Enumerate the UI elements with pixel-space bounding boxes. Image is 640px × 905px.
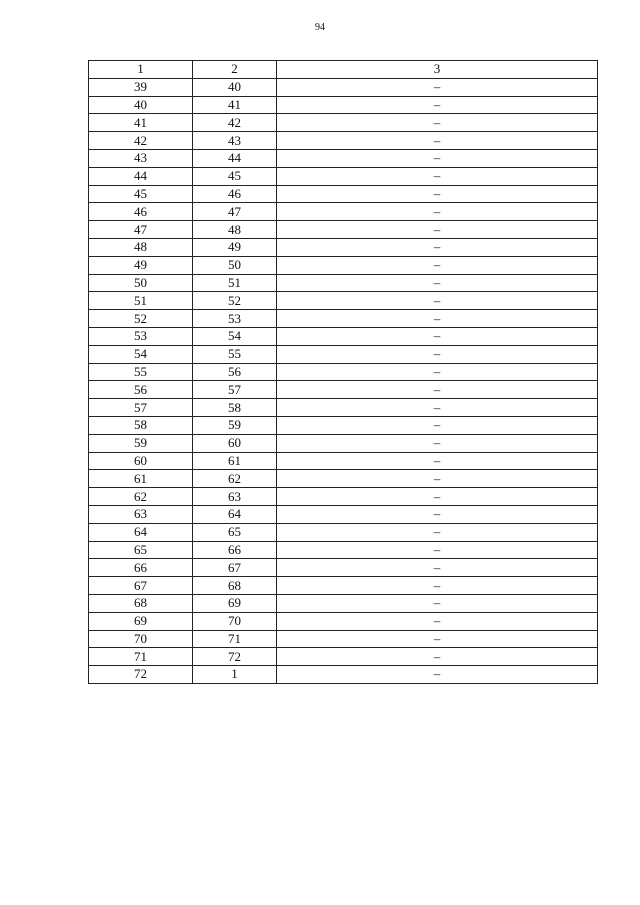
table-cell: 67 bbox=[89, 577, 193, 595]
table-cell: 40 bbox=[193, 78, 277, 96]
table-cell: – bbox=[277, 630, 598, 648]
table-cell: 48 bbox=[193, 221, 277, 239]
table-cell: 53 bbox=[193, 310, 277, 328]
table-row bbox=[89, 256, 598, 274]
table-cell: 56 bbox=[89, 381, 193, 399]
table-cell: 52 bbox=[89, 310, 193, 328]
table-row bbox=[89, 666, 598, 684]
table-row bbox=[89, 577, 598, 595]
table-cell: – bbox=[277, 559, 598, 577]
table-cell: 66 bbox=[89, 559, 193, 577]
table-cell: – bbox=[277, 505, 598, 523]
table-cell: 40 bbox=[89, 96, 193, 114]
table-cell: – bbox=[277, 256, 598, 274]
page-number: 94 bbox=[315, 22, 325, 33]
table-cell: 66 bbox=[193, 541, 277, 559]
table-cell: 55 bbox=[89, 363, 193, 381]
table-cell: 44 bbox=[193, 149, 277, 167]
table-cell: 46 bbox=[193, 185, 277, 203]
table-cell: 62 bbox=[89, 488, 193, 506]
column-header-2: 2 bbox=[193, 61, 277, 79]
table-cell: – bbox=[277, 221, 598, 239]
table-cell: 72 bbox=[89, 666, 193, 684]
table-cell: 57 bbox=[193, 381, 277, 399]
table-cell: – bbox=[277, 310, 598, 328]
table-cell: – bbox=[277, 203, 598, 221]
table-cell: 60 bbox=[89, 452, 193, 470]
table-cell: 68 bbox=[193, 577, 277, 595]
table-cell: 47 bbox=[193, 203, 277, 221]
table-cell: – bbox=[277, 577, 598, 595]
table-cell: – bbox=[277, 470, 598, 488]
table-cell: – bbox=[277, 96, 598, 114]
table-row bbox=[89, 238, 598, 256]
table-cell: – bbox=[277, 327, 598, 345]
table-cell: 68 bbox=[89, 594, 193, 612]
table-cell: 59 bbox=[193, 416, 277, 434]
table-row bbox=[89, 327, 598, 345]
table-cell: – bbox=[277, 78, 598, 96]
table-row bbox=[89, 114, 598, 132]
table-row bbox=[89, 274, 598, 292]
table-row bbox=[89, 381, 598, 399]
column-header-3: 3 bbox=[277, 61, 598, 79]
table-row bbox=[89, 185, 598, 203]
table-cell: 45 bbox=[89, 185, 193, 203]
table-cell: 52 bbox=[193, 292, 277, 310]
table-cell: – bbox=[277, 594, 598, 612]
table-row bbox=[89, 221, 598, 239]
table-cell: 61 bbox=[89, 470, 193, 488]
table-row bbox=[89, 470, 598, 488]
table-row bbox=[89, 399, 598, 417]
table-cell: – bbox=[277, 274, 598, 292]
table-row bbox=[89, 363, 598, 381]
table-cell: 62 bbox=[193, 470, 277, 488]
table-cell: 71 bbox=[89, 648, 193, 666]
table-cell: 55 bbox=[193, 345, 277, 363]
table-cell: 50 bbox=[89, 274, 193, 292]
table-cell: – bbox=[277, 114, 598, 132]
table-cell: 59 bbox=[89, 434, 193, 452]
table-cell: 58 bbox=[193, 399, 277, 417]
table-row bbox=[89, 630, 598, 648]
table-cell: 42 bbox=[89, 132, 193, 150]
table-cell: – bbox=[277, 434, 598, 452]
table-cell: – bbox=[277, 541, 598, 559]
table-row bbox=[89, 648, 598, 666]
table-cell: 1 bbox=[193, 666, 277, 684]
table-cell: 64 bbox=[193, 505, 277, 523]
table-row bbox=[89, 452, 598, 470]
table-cell: 65 bbox=[89, 541, 193, 559]
table-cell: 41 bbox=[89, 114, 193, 132]
table-cell: 57 bbox=[89, 399, 193, 417]
table-cell: 71 bbox=[193, 630, 277, 648]
table-row bbox=[89, 559, 598, 577]
table-row bbox=[89, 505, 598, 523]
table-cell: – bbox=[277, 381, 598, 399]
data-table bbox=[88, 60, 598, 684]
table-cell: 70 bbox=[193, 612, 277, 630]
table-body bbox=[89, 78, 598, 683]
column-header-1: 1 bbox=[89, 61, 193, 79]
table-cell: 70 bbox=[89, 630, 193, 648]
table-row bbox=[89, 345, 598, 363]
table-cell: 47 bbox=[89, 221, 193, 239]
table-cell: 39 bbox=[89, 78, 193, 96]
table-row bbox=[89, 96, 598, 114]
table-cell: 54 bbox=[89, 345, 193, 363]
table-cell: 43 bbox=[89, 149, 193, 167]
table-cell: 72 bbox=[193, 648, 277, 666]
table-cell: 41 bbox=[193, 96, 277, 114]
table-cell: – bbox=[277, 612, 598, 630]
table-row bbox=[89, 488, 598, 506]
table-row bbox=[89, 612, 598, 630]
table-cell: – bbox=[277, 345, 598, 363]
table-row bbox=[89, 310, 598, 328]
table-cell: – bbox=[277, 363, 598, 381]
table-cell: 63 bbox=[193, 488, 277, 506]
table-cell: 51 bbox=[89, 292, 193, 310]
table-cell: 69 bbox=[89, 612, 193, 630]
table-cell: 65 bbox=[193, 523, 277, 541]
table-cell: 46 bbox=[89, 203, 193, 221]
table-cell: 63 bbox=[89, 505, 193, 523]
table-cell: 43 bbox=[193, 132, 277, 150]
table-cell: – bbox=[277, 523, 598, 541]
table-cell: – bbox=[277, 416, 598, 434]
table-cell: 48 bbox=[89, 238, 193, 256]
table-cell: – bbox=[277, 452, 598, 470]
table-row bbox=[89, 78, 598, 96]
table-cell: 44 bbox=[89, 167, 193, 185]
table-row bbox=[89, 541, 598, 559]
table-row bbox=[89, 292, 598, 310]
table-cell: 60 bbox=[193, 434, 277, 452]
table-row bbox=[89, 203, 598, 221]
table-cell: 49 bbox=[193, 238, 277, 256]
table-row bbox=[89, 132, 598, 150]
table-cell: 51 bbox=[193, 274, 277, 292]
table-cell: – bbox=[277, 292, 598, 310]
table-cell: 58 bbox=[89, 416, 193, 434]
table-row bbox=[89, 149, 598, 167]
table-row bbox=[89, 416, 598, 434]
table-header-row bbox=[89, 61, 598, 79]
table-cell: 61 bbox=[193, 452, 277, 470]
table-cell: – bbox=[277, 238, 598, 256]
table-cell: 49 bbox=[89, 256, 193, 274]
table-cell: 67 bbox=[193, 559, 277, 577]
table-cell: – bbox=[277, 488, 598, 506]
table-row bbox=[89, 594, 598, 612]
table-cell: 42 bbox=[193, 114, 277, 132]
table-cell: – bbox=[277, 185, 598, 203]
table-cell: 54 bbox=[193, 327, 277, 345]
table-cell: 53 bbox=[89, 327, 193, 345]
table-cell: – bbox=[277, 132, 598, 150]
table-cell: 50 bbox=[193, 256, 277, 274]
table-row bbox=[89, 167, 598, 185]
table-cell: – bbox=[277, 666, 598, 684]
table-cell: 69 bbox=[193, 594, 277, 612]
table-cell: – bbox=[277, 149, 598, 167]
table-cell: 56 bbox=[193, 363, 277, 381]
table-cell: – bbox=[277, 648, 598, 666]
table-row bbox=[89, 523, 598, 541]
table-cell: 64 bbox=[89, 523, 193, 541]
table-cell: – bbox=[277, 399, 598, 417]
table-cell: 45 bbox=[193, 167, 277, 185]
table-cell: – bbox=[277, 167, 598, 185]
table-row bbox=[89, 434, 598, 452]
